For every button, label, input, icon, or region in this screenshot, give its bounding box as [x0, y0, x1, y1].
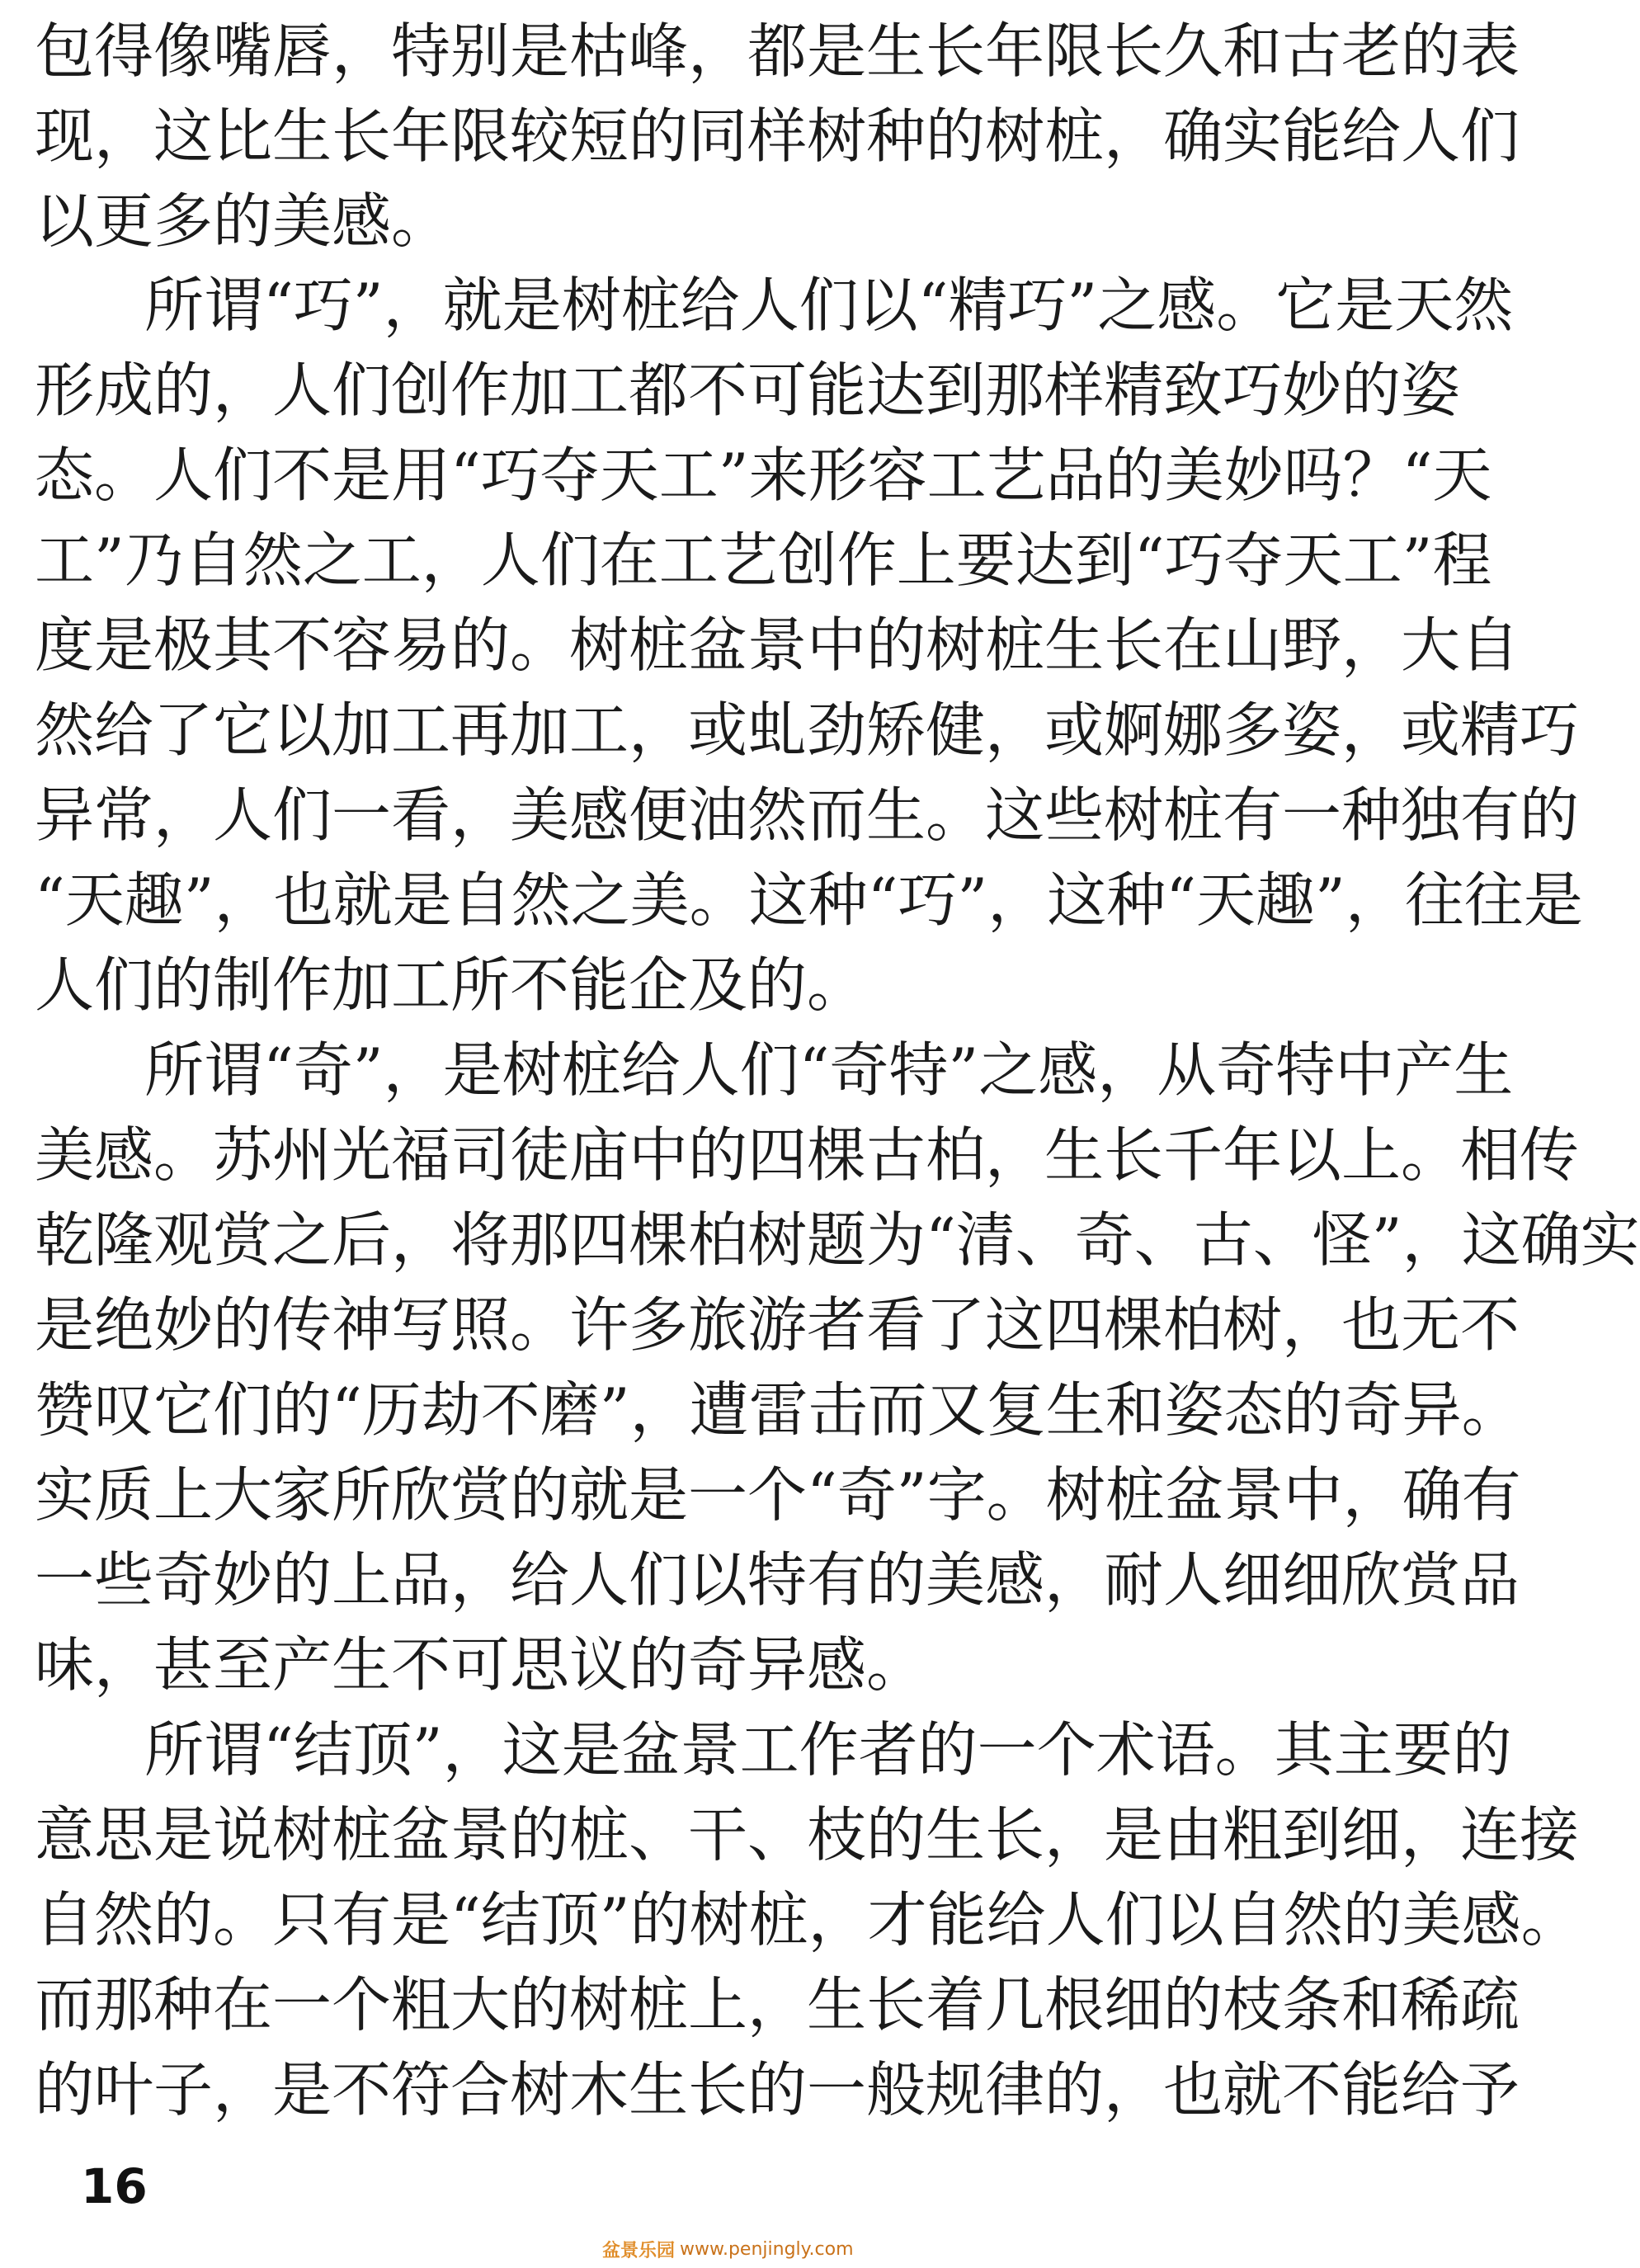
text-line: 自然的。只有是“结顶”的树桩，才能给人们以自然的美感。: [35, 1885, 1581, 1954]
text-line: 态。人们不是用“巧夺天工”来形容工艺品的美妙吗？“天: [35, 441, 1492, 510]
text-line: 现，这比生长年限较短的同样树种的树桩，确实能给人们: [35, 101, 1520, 171]
text-line: 赞叹它们的“历劫不磨”，遭雷击而又复生和姿态的奇异。: [35, 1375, 1521, 1445]
paragraph-start-line: 所谓“巧”，就是树桩给人们以“精巧”之感。它是天然: [144, 271, 1514, 340]
text-line: 是绝妙的传神写照。许多旅游者看了这四棵柏树，也无不: [35, 1290, 1520, 1360]
paragraph-start-line: 所谓“结顶”，这是盆景工作者的一个术语。其主要的: [144, 1715, 1512, 1785]
text-line: 的叶子，是不符合树木生长的一般规律的，也就不能给予: [35, 2055, 1520, 2124]
text-line: 包得像嘴唇，特别是枯峰，都是生长年限长久和古老的表: [35, 17, 1520, 86]
text-line: 味，甚至产生不可思议的奇异感。: [35, 1630, 926, 1700]
text-line: 实质上大家所欣赏的就是一个“奇”字。树桩盆景中，确有: [35, 1460, 1521, 1530]
paragraph-start-line: 所谓“奇”，是树桩给人们“奇特”之感，从奇特中产生: [144, 1035, 1514, 1105]
text-line: 而那种在一个粗大的树桩上，生长着几根细的枝条和稀疏: [35, 1970, 1520, 2039]
text-line: 意思是说树桩盆景的桩、干、枝的生长，是由粗到细，连接: [35, 1800, 1580, 1870]
text-line: 以更多的美感。: [35, 186, 451, 256]
text-line: 异常，人们一看，美感便油然而生。这些树桩有一种独有的: [35, 780, 1580, 850]
watermark-url: www.penjingly.com: [680, 2238, 854, 2260]
site-watermark: [602, 2234, 854, 2264]
text-line: 然给了它以加工再加工，或虬劲矫健，或婀娜多姿，或精巧: [35, 695, 1580, 765]
text-line: 度是极其不容易的。树桩盆景中的树桩生长在山野，大自: [35, 611, 1520, 680]
text-line: 工”乃自然之工，人们在工艺创作上要达到“巧夺天工”程: [35, 526, 1492, 595]
text-line: “天趣”，也就是自然之美。这种“巧”，这种“天趣”，往往是: [35, 865, 1583, 935]
text-line: 人们的制作加工所不能企及的。: [35, 950, 867, 1020]
text-line: 乾隆观赏之后，将那四棵柏树题为“清、奇、古、怪”，这确实: [35, 1205, 1640, 1275]
text-line: 美感。苏州光福司徒庙中的四棵古柏，生长千年以上。相传: [35, 1120, 1580, 1190]
page-number: 16: [81, 2158, 148, 2214]
text-line: 一些奇妙的上品，给人们以特有的美感，耐人细细欣赏品: [35, 1545, 1520, 1615]
text-line: 形成的，人们创作加工都不可能达到那样精致巧妙的姿: [35, 356, 1461, 425]
watermark-site-name: 盆景乐园: [602, 2240, 676, 2261]
